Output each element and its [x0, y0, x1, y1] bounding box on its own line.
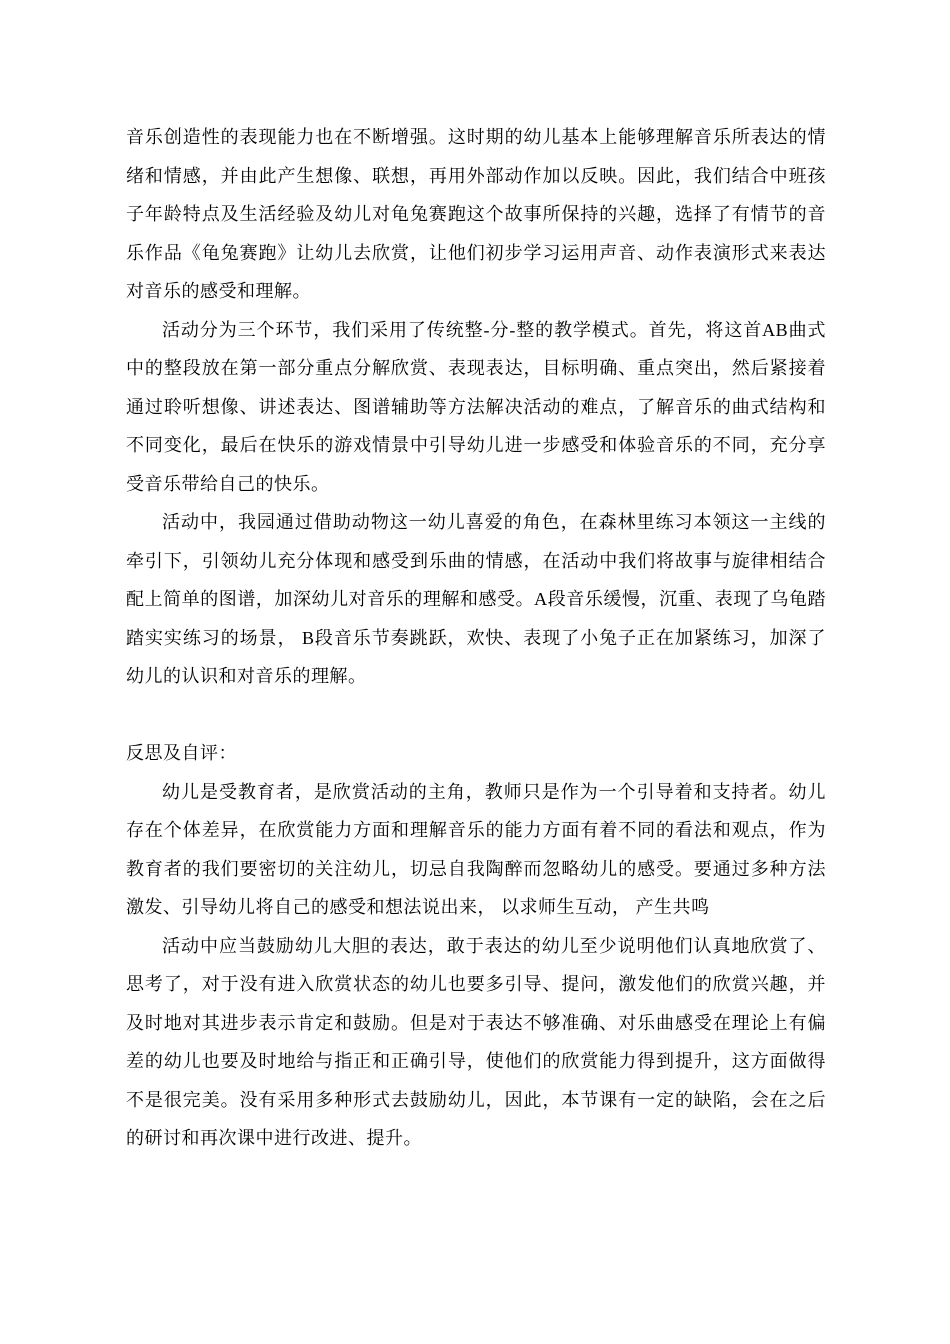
paragraph-reflection-2: 活动中应当鼓励幼儿大胆的表达，敢于表达的幼儿至少说明他们认真地欣赏了、思考了，对于没有进入欣赏状态的幼儿也要多引导、提问，激发他们的欣赏兴趣，并及时地对其进步表示肯定和鼓励。但是对于表达不够准确、对乐曲感受在理论上有偏差的幼儿也要及时地给与指正和正确引导，使他们的欣赏能力得到提升，这方面做得不是很完美。没有采用多种形式去鼓励幼儿，因此，本节课有一定的缺陷，会在之后的研讨和再次课中进行改进、提升。: [126, 935, 826, 1148]
paragraph-activity-content: 活动中，我园通过借助动物这一幼儿喜爱的角色，在森林里练习本领这一主线的牵引下，引领幼儿充分体现和感受到乐曲的情感，在活动中我们将故事与旋律相结合配上简单的图谱，加深幼儿对音乐的理解和感受。A段音乐缓慢，沉重、表现了乌龟踏踏实实练习的场景， B段音乐节奏跳跃，欢快、表现了小兔子正在加紧练习，加深了幼儿的认识和对音乐的理解。: [126, 512, 826, 686]
paragraph-activity-structure: 活动分为三个环节，我们采用了传统整-分-整的教学模式。首先，将这首AB曲式中的整段放在第一部分重点分解欣赏、表现表达，目标明确、重点突出，然后紧接着通过聆听想像、讲述表达、图谱辅助等方法解决活动的难点，了解音乐的曲式结构和不同变化，最后在快乐的游戏情景中引导幼儿进一步感受和体验音乐的不同，充分享受音乐带给自己的快乐。: [126, 319, 826, 494]
section-heading-reflection: 反思及自评：: [126, 743, 237, 763]
paragraph-reflection-1: 幼儿是受教育者，是欣赏活动的主角，教师只是作为一个引导着和支持者。幼儿存在个体差异，在欣赏能力方面和理解音乐的能力方面有着不同的看法和观点，作为教育者的我们要密切的关注幼儿，切忌自我陶醉而忽略幼儿的感受。要通过多种方法激发、引导幼儿将自己的感受和想法说出来， 以求师生互动， 产生共鸣: [126, 781, 826, 917]
paragraph-music-creativity: 音乐创造性的表现能力也在不断增强。这时期的幼儿基本上能够理解音乐所表达的情绪和情感，并由此产生想像、联想，再用外部动作加以反映。因此，我们结合中班孩子年龄特点及生活经验及幼儿对龟兔赛跑这个故事所保持的兴趣，选择了有情节的音乐作品《龟兔赛跑》让幼儿去欣赏，让他们初步学习运用声音、动作表演形式来表达对音乐的感受和理解。: [126, 127, 826, 301]
